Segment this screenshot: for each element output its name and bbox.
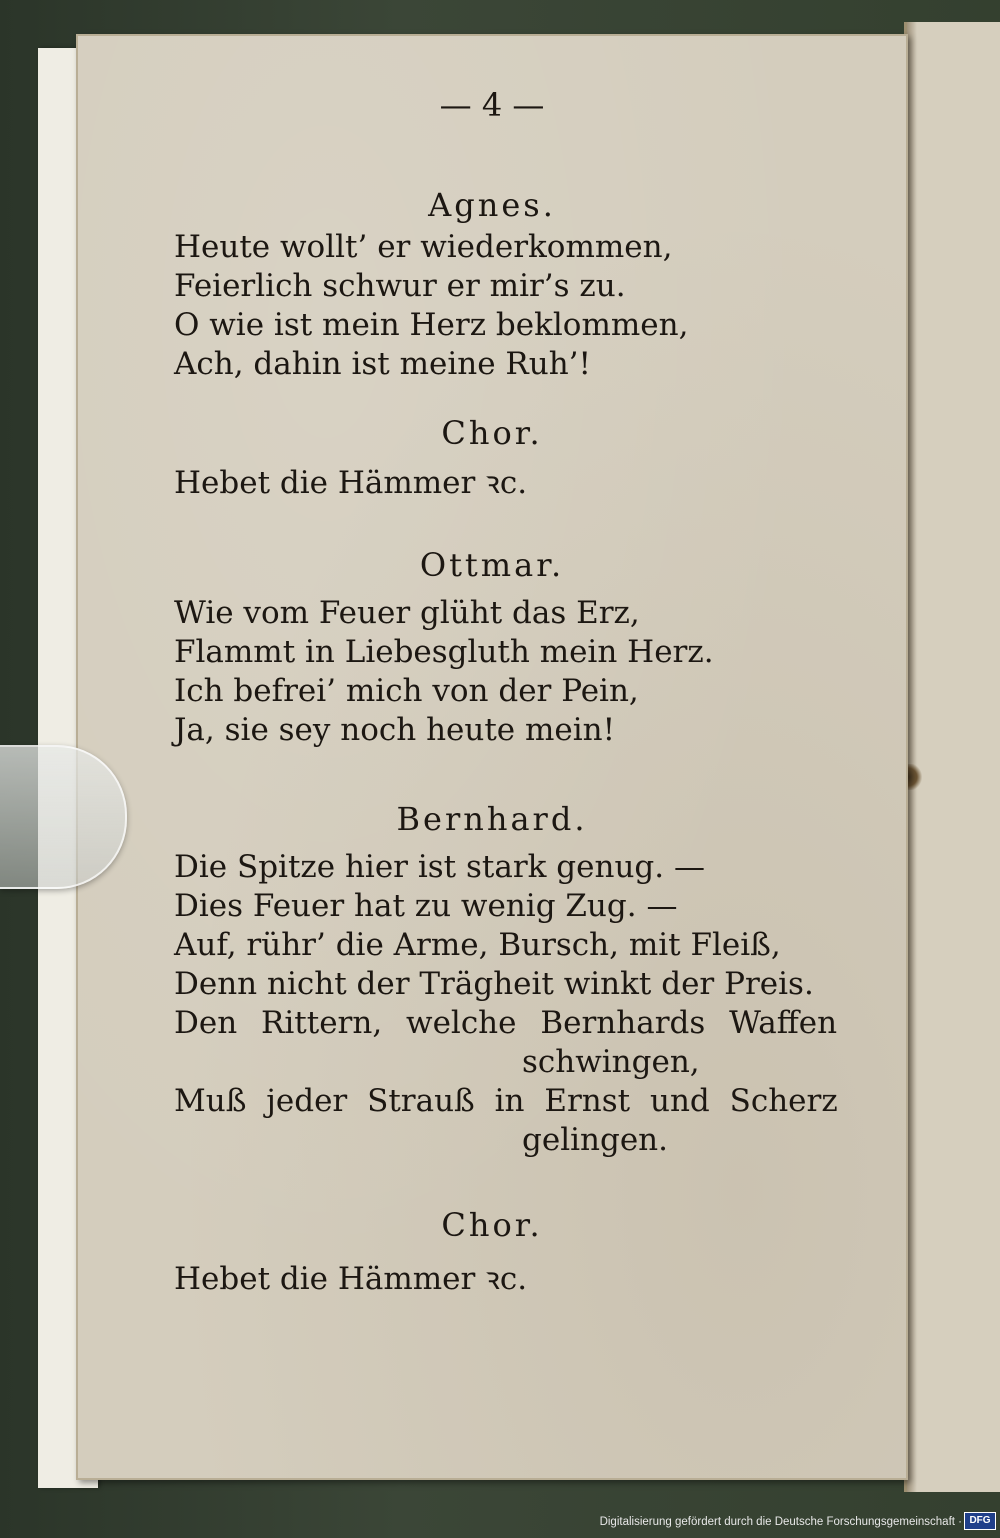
dfg-logo: DFG (964, 1512, 996, 1530)
verse-line-continuation: schwingen, (522, 1044, 700, 1080)
verse-block (174, 464, 527, 503)
verse-line: Flammt in Liebesgluth mein Herz. (174, 634, 714, 670)
verse-line: Ich befrei’ mich von der Pein, (174, 673, 639, 709)
verse-line: Dies Feuer hat zu wenig Zug. — (174, 888, 678, 924)
verse-line: Denn nicht der Trägheit winkt der Preis. (174, 966, 814, 1002)
verse-line: O wie ist mein Herz beklommen, (174, 307, 689, 343)
speaker-name: Bernhard. (396, 800, 588, 838)
verse-line: Hebet die Hämmer ꝛc. (174, 1261, 528, 1297)
gutter-shadow (907, 22, 917, 1492)
verse-line: Ach, dahin ist meine Ruh’! (174, 346, 591, 382)
speaker-name: Chor. (441, 1206, 543, 1244)
verse-block (174, 594, 714, 750)
verse-block (174, 1260, 527, 1299)
verse-line-continuation: gelingen. (522, 1122, 668, 1158)
verse-line: Muß jeder Strauß in Ernst und Scherz (174, 1083, 838, 1119)
verse-block (174, 228, 688, 384)
digitization-credit: Digitalisierung gefördert durch die Deutsche Forschungsgemeinschaft · (599, 1516, 962, 1528)
speaker-name: Ottmar. (419, 546, 565, 584)
verse-line: Den Rittern, welche Bernhards Waffen (174, 1005, 838, 1041)
page-number: — 4 — (439, 86, 545, 124)
book-page (76, 34, 908, 1480)
verse-line: Ja, sie sey noch heute mein! (174, 712, 616, 748)
next-page-edge (904, 22, 1000, 1492)
speaker-name: Agnes. (428, 186, 556, 224)
verse-line: Wie vom Feuer glüht das Erz, (174, 595, 640, 631)
verse-block (174, 848, 838, 1160)
verse-line: Die Spitze hier ist stark genug. — (174, 849, 705, 885)
speaker-name: Chor. (441, 414, 543, 452)
verse-line: Auf, rühr’ die Arme, Bursch, mit Fleiß, (174, 927, 781, 963)
verse-line: Hebet die Hämmer ꝛc. (174, 465, 528, 501)
verse-line: Feierlich schwur er mir’s zu. (174, 268, 626, 304)
verse-line: Heute wollt’ er wiederkommen, (174, 229, 673, 265)
